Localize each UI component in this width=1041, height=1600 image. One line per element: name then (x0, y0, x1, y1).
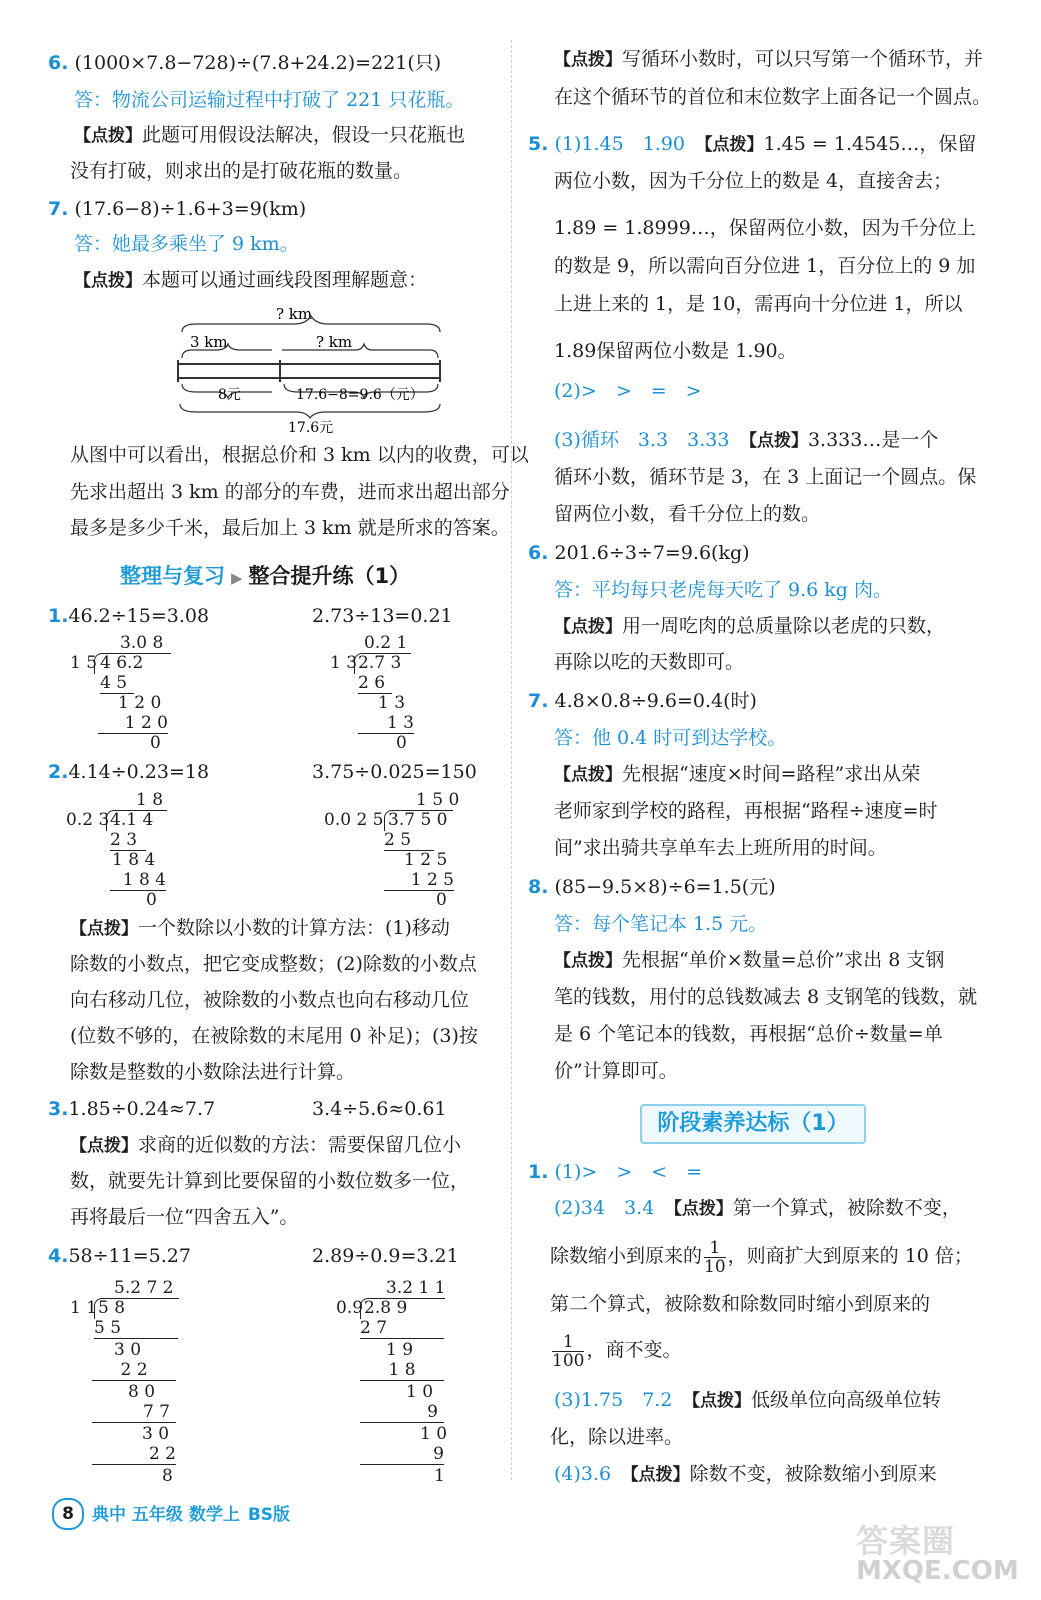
r1-expressions: 1.46.2÷15=3.08 (48, 605, 210, 627)
q7r-tip-1: 【点拨】先根据“速度×时间=路程”求出从荣 (554, 763, 921, 785)
q7r-answer: 答：他 0.4 时可到达学校。 (554, 727, 787, 749)
q6r-expression: 6. 201.6÷3÷7=9.6(kg) (528, 542, 750, 564)
q6-tip-cont: 没有打破，则求出的是打破花瓶的数量。 (70, 160, 413, 182)
q5-line-9: 留两位小数，看千分位上的数。 (554, 503, 821, 525)
q7r-tip-3: 间”求出骑共享单车去上班所用的时间。 (554, 837, 887, 859)
q7-explain-1: 从图中可以看出，根据总价和 3 km 以内的收费，可以 (70, 444, 529, 466)
stage-title: 阶段素养达标（1） (640, 1104, 866, 1144)
q7-answer: 答：她最多乘坐了 9 km。 (74, 233, 299, 255)
q6r-tip-2: 再除以吃的天数即可。 (554, 651, 745, 673)
r3-tip-3: 再将最后一位“四舍五入”。 (70, 1206, 299, 1228)
r2-expressions: 2.4.14÷0.23=18 (48, 761, 210, 783)
r2-tip-1: 【点拨】一个数除以小数的计算方法：(1)移动 (70, 917, 450, 939)
q5-answer-2: (2)> > = > (554, 380, 702, 402)
r3-expression-2: 3.4÷5.6≈0.61 (312, 1098, 447, 1120)
q8r-tip-2: 笔的钱数，用付的总钱数减去 8 支钢笔的钱数，就 (554, 986, 978, 1008)
diagram-total-label: 17.6元 (288, 420, 334, 435)
q7r-tip-2: 老师家到学校的路程，再根据“路程÷速度=时 (554, 800, 938, 822)
fraction-one-tenth: $\frac{1}{10}$ (704, 1237, 726, 1277)
page-number: 8 (52, 1498, 84, 1530)
q8r-tip-1: 【点拨】先根据“单价×数量=总价”求出 8 支钢 (554, 949, 945, 971)
s1-line-3: 除数缩小到原来的 $\frac{1}{10}$ ，则商扩大到原来的 10 倍； (550, 1237, 973, 1277)
r1-expression-2: 2.73÷13=0.21 (312, 605, 453, 627)
book-brand: 典中 五年级 数学上 BS版 (92, 1505, 291, 1525)
column-divider (511, 40, 512, 1480)
r2-tip-3: 向右移动几位，被除数的小数点也向右移动几位 (70, 989, 470, 1011)
q7-tip: 【点拨】本题可以通过画线段图理解题意： (74, 269, 428, 291)
long-division-6: 3.2 1 1 0.9 2.8 9 2 7 1 9 1 8 1 0 9 1 0 9 1 (336, 1278, 448, 1486)
top-tip-1: 【点拨】写循环小数时，可以只写第一个循环节，并 (554, 48, 984, 70)
long-division-3: 1 8 0.2 3 4.1 4 2 3 1 8 4 1 8 4 0 (66, 790, 166, 910)
diagram-top-label: ? km (276, 305, 313, 323)
r3-tip-2: 数，就要先计算到比要保留的小数位数多一位， (70, 1170, 470, 1192)
s1-line-6: (3)1.75 7.2 【点拨】低级单位向高级单位转 (554, 1389, 941, 1411)
watermark-url: MXQE.COM (856, 1556, 1019, 1586)
r4-expressions: 4.58÷11=5.27 (48, 1245, 191, 1267)
q8r-expression: 8. (85−9.5×8)÷6=1.5(元) (528, 876, 776, 898)
r2-tip-4: (位数不够的，在被除数的末尾用 0 补足)；(3)按 (70, 1025, 478, 1047)
s1-line-7: 化，除以进率。 (550, 1426, 684, 1448)
long-division-2: 0.2 1 1 3 2.7 3 2 6 1 3 1 3 0 (330, 633, 414, 753)
s1-line-5: $\frac{1}{100}$ ，商不变。 (552, 1331, 682, 1371)
q8r-tip-3: 是 6 个笔记本的钱数，再根据“总价÷数量=单 (554, 1023, 943, 1045)
line-segment-diagram (176, 300, 446, 435)
diagram-seg1-label: 3 km (190, 333, 228, 351)
top-tip-2: 在这个循环节的首位和末位数字上面各记一个圆点。 (554, 86, 992, 108)
diagram-b2-label: 17.6−8=9.6（元） (296, 387, 424, 403)
q8r-answer: 答：每个笔记本 1.5 元。 (554, 913, 768, 935)
q5-line-7: (3)循环 3.3 3.33 【点拨】3.333…是一个 (554, 429, 939, 451)
fraction-one-hundredth: $\frac{1}{100}$ (552, 1331, 585, 1371)
r3-expressions: 3.1.85÷0.24≈7.7 (48, 1098, 216, 1120)
q7r-expression: 7. 4.8×0.8÷9.6=0.4(时) (528, 690, 757, 712)
diagram-seg2-label: ? km (316, 333, 353, 351)
q5-line-6: 1.89保留两位小数是 1.90。 (554, 340, 797, 362)
long-division-4: 1 5 0 0.0 2 5 3.7 5 0 2 5 1 2 5 1 2 5 0 (324, 790, 460, 910)
diagram-b1-label: 8元 (218, 387, 241, 403)
q6-tip: 【点拨】此题可用假设法解决，假设一只花瓶也 (74, 124, 466, 146)
s1-line-8: (4)3.6 【点拨】除数不变，被除数缩小到原来 (554, 1463, 937, 1485)
q5-line-3: 1.89 = 1.8999…，保留两位小数，因为千分位上 (554, 217, 976, 239)
q5-line-5: 上进上来的 1，是 10，需再向十分位进 1，所以 (554, 293, 963, 315)
q6r-answer: 答：平均每只老虎每天吃了 9.6 kg 肉。 (554, 579, 893, 601)
watermark-logo: 答案圈 (856, 1522, 956, 1560)
s1-line-2: (2)34 3.4 【点拨】第一个算式，被除数不变， (554, 1197, 961, 1219)
q5-line-1: 5. (1)1.45 1.90 【点拨】1.45 = 1.4545…，保留 (528, 133, 977, 155)
s1-line-4: 第二个算式，被除数和除数同时缩小到原来的 (550, 1293, 931, 1315)
r2-tip-2: 除数的小数点，把它变成整数；(2)除数的小数点 (70, 953, 477, 975)
r2-expression-2: 3.75÷0.025=150 (312, 761, 477, 783)
q6r-tip-1: 【点拨】用一周吃肉的总质量除以老虎的只数， (554, 615, 946, 637)
s1-answer-1: 1. (1)> > < = (528, 1161, 703, 1183)
q7-explain-2: 先求出超出 3 km 的部分的车费，进而求出超出部分 (70, 481, 510, 503)
r4-expression-2: 2.89÷0.9=3.21 (312, 1245, 459, 1267)
q8r-tip-4: 价”计算即可。 (554, 1060, 678, 1082)
q5-line-4: 的数是 9，所以需向百分位进 1，百分位上的 9 加 (554, 255, 976, 277)
r3-tip-1: 【点拨】求商的近似数的方法：需要保留几位小 (70, 1134, 462, 1156)
q6-answer: 答：物流公司运输过程中打破了 221 只花瓶。 (74, 89, 465, 111)
long-division-1: 3.0 8 1 5 4 6.2 4 5 1 2 0 1 2 0 0 (70, 633, 200, 753)
q5-line-8: 循环小数，循环节是 3，在 3 上面记一个圆点。保 (554, 466, 977, 488)
r2-tip-5: 除数是整数的小数除法进行计算。 (70, 1061, 356, 1083)
q5-line-2: 两位小数，因为千分位上的数是 4，直接舍去； (554, 170, 953, 192)
long-division-5: 5.2 7 2 1 1 5 8 5 5 3 0 2 2 8 0 7 7 3 0 2 2 8 (70, 1278, 220, 1488)
q6-expression: 6. (1000×7.8−728)÷(7.8+24.2)=221(只) (48, 52, 442, 74)
q7-expression: 7. (17.6−8)÷1.6+3=9(km) (48, 198, 307, 220)
q7-explain-3: 最多是多少千米，最后加上 3 km 就是所求的答案。 (70, 517, 510, 539)
section-title: 整理与复习 ▶ 整合提升练（1） (120, 564, 411, 588)
